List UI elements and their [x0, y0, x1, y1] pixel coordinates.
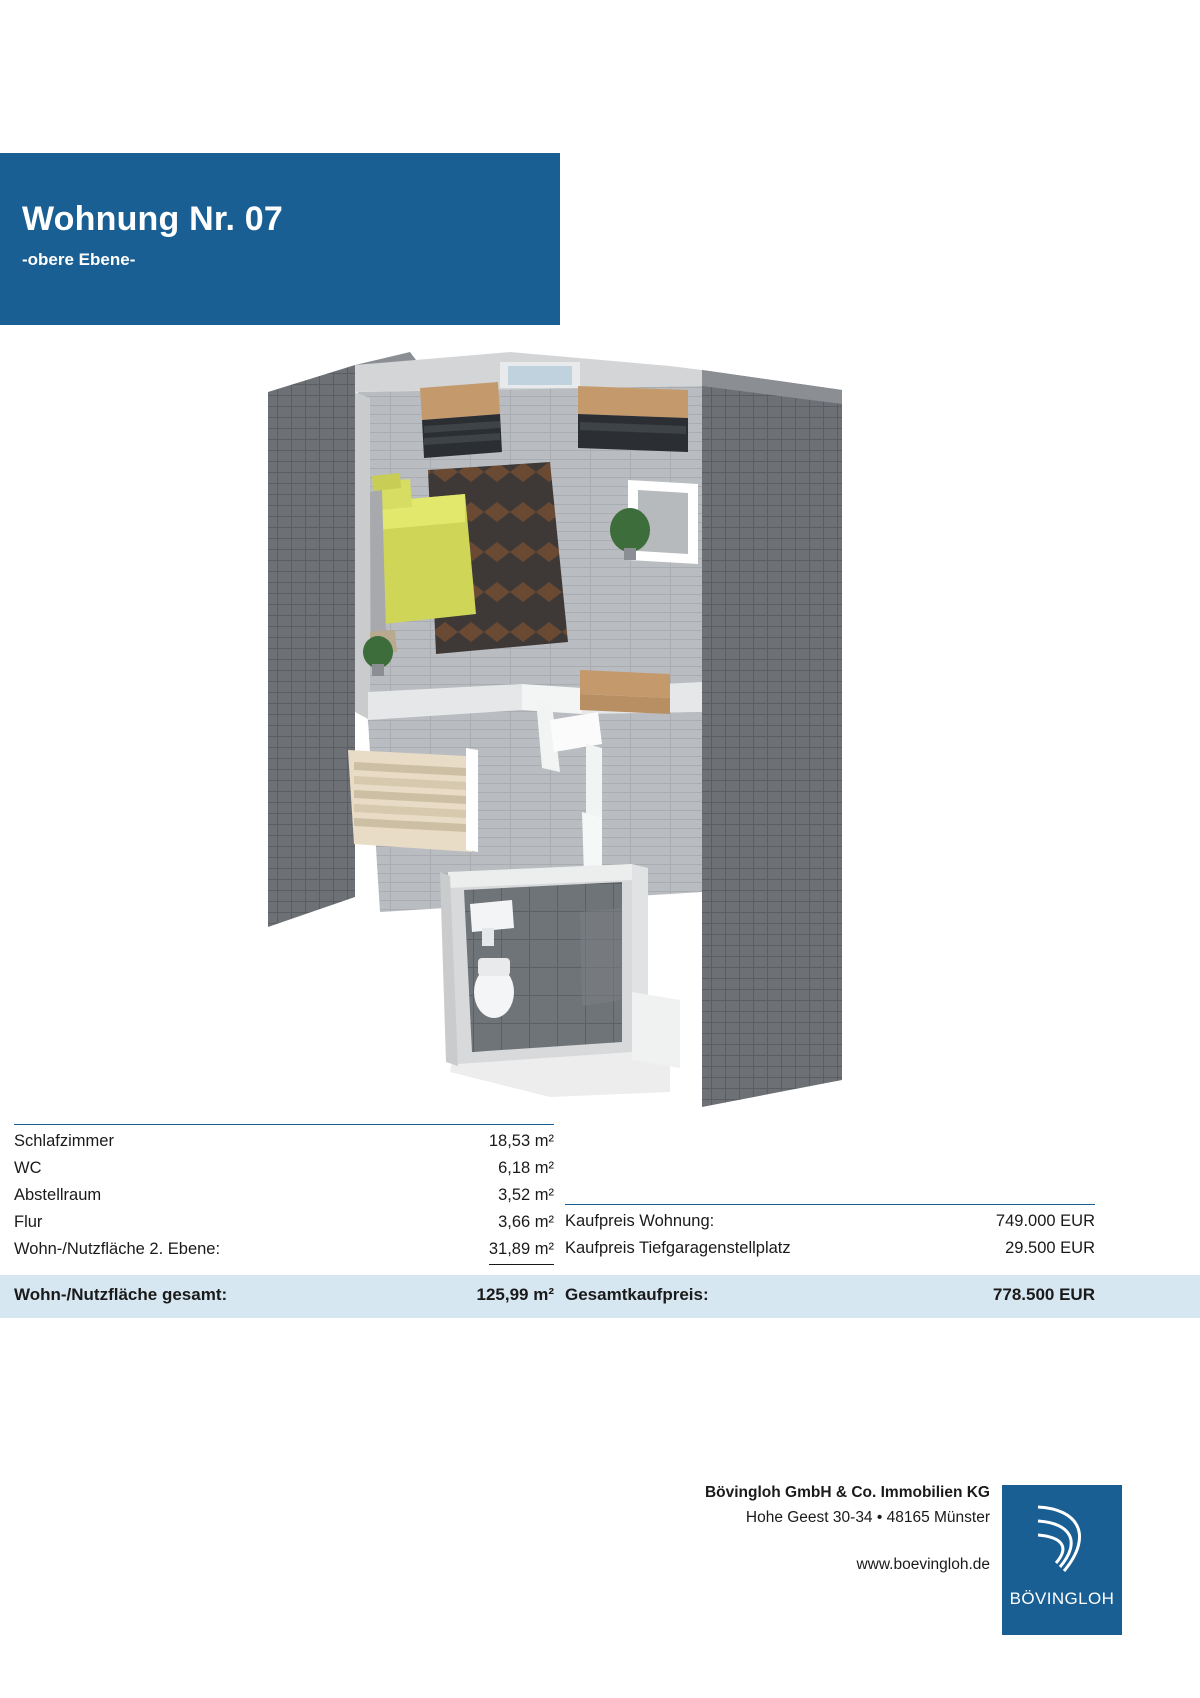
- wall-lower-right: [632, 992, 680, 1068]
- price-label: Kaufpreis Tiefgaragenstellplatz: [565, 1239, 791, 1257]
- roof-right: [702, 370, 842, 1107]
- table-row: [14, 1209, 554, 1236]
- company-logo: [1002, 1485, 1122, 1635]
- area-value: 3,52 m²: [498, 1186, 554, 1204]
- area-label: Schlafzimmer: [14, 1132, 114, 1150]
- logo-wordmark: BÖVINGLOH: [1009, 1589, 1115, 1608]
- total-price-label: Gesamtkaufpreis:: [565, 1285, 709, 1304]
- sideboard-right: [578, 386, 688, 452]
- company-address: Hohe Geest 30-34 • 48165 Münster: [745, 1509, 990, 1526]
- wardrobe-left: [420, 382, 502, 458]
- area-label: Abstellraum: [14, 1186, 102, 1204]
- price-table: [565, 1204, 1095, 1262]
- floorplan-svg: [250, 352, 860, 1112]
- company-name: Bövingloh GmbH & Co. Immobilien KG: [704, 1484, 990, 1501]
- price-value: 749.000 EUR: [995, 1212, 1095, 1230]
- total-area-value: 125,99 m²: [476, 1285, 554, 1304]
- area-value: 3,66 m²: [498, 1213, 554, 1231]
- wall-left: [355, 392, 370, 720]
- table-row: [14, 1124, 554, 1155]
- price-value: 29.500 EUR: [1005, 1239, 1095, 1257]
- total-area: [14, 1285, 554, 1305]
- hall-cabinet: [580, 670, 670, 714]
- table-row: [565, 1235, 1095, 1262]
- table-row: [565, 1204, 1095, 1235]
- area-value: 31,89 m²: [489, 1236, 554, 1265]
- footer-contact: [0, 1480, 1060, 1577]
- floorplan-illustration: [250, 352, 860, 1112]
- company-website[interactable]: www.boevingloh.de: [856, 1556, 990, 1573]
- area-value: 18,53 m²: [488, 1132, 554, 1150]
- area-label: WC: [14, 1159, 42, 1177]
- table-row: [14, 1155, 554, 1182]
- total-area-label: Wohn-/Nutzfläche gesamt:: [14, 1285, 228, 1304]
- price-label: Kaufpreis Wohnung:: [565, 1212, 715, 1230]
- page-title: Wohnung Nr. 07: [22, 200, 283, 238]
- staircase: [348, 748, 478, 852]
- area-label: Wohn-/Nutzfläche 2. Ebene:: [14, 1240, 221, 1258]
- area-label: Flur: [14, 1213, 43, 1231]
- totals-bar: [0, 1275, 1200, 1318]
- summary-block: [0, 1124, 1200, 1324]
- page-subtitle: -obere Ebene-: [22, 250, 136, 270]
- area-table: [14, 1124, 554, 1265]
- title-banner: [0, 153, 560, 325]
- total-price: [565, 1285, 1095, 1305]
- wc-room: [440, 864, 648, 1066]
- total-price-value: 778.500 EUR: [992, 1285, 1095, 1304]
- area-value: 6,18 m²: [498, 1159, 554, 1177]
- table-row-subtotal: [14, 1236, 554, 1265]
- logo-swoosh-icon: [1024, 1499, 1102, 1579]
- table-row: [14, 1182, 554, 1209]
